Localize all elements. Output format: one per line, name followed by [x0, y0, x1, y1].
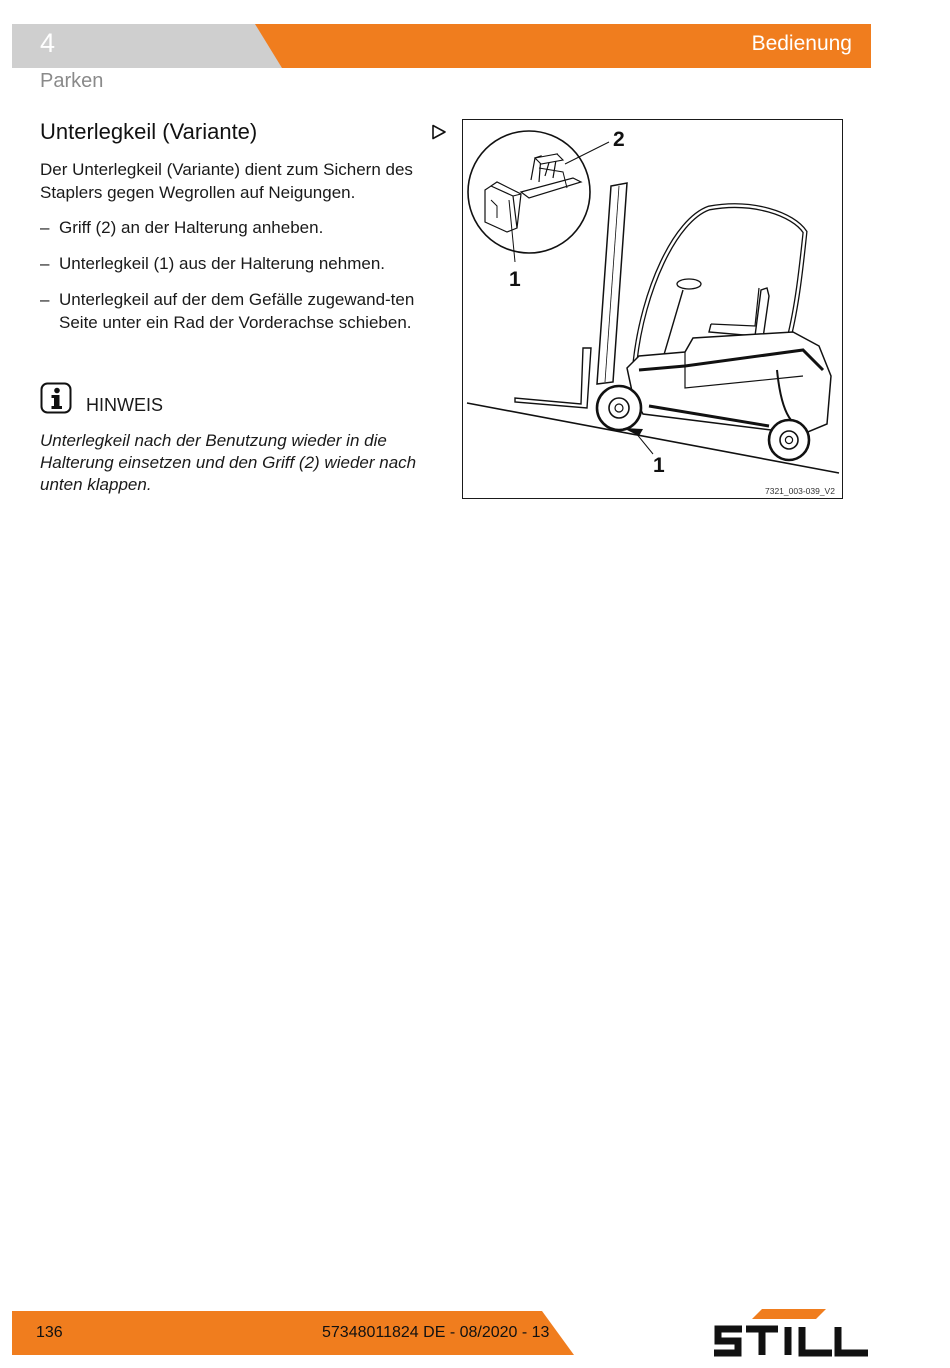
figure-code: 7321_003-039_V2: [765, 486, 835, 496]
chapter-title: Bedienung: [751, 32, 852, 55]
page-number: 136: [36, 1324, 63, 1341]
note-text: Unterlegkeil nach der Benutzung wieder in die Halterung einsetzen und den Griff (2) wieder nach unten klappen.: [40, 431, 417, 494]
intro-paragraph: Der Unterlegkeil (Variante) dient zum Sichern des Staplers gegen Wegrollen auf Neigungen.: [40, 160, 413, 202]
list-dash: –: [40, 254, 50, 273]
step-text: Griff (2) an der Halterung anheben.: [59, 218, 324, 237]
list-item: [40, 288, 435, 334]
page-heading: Unterlegkeil (Variante): [40, 119, 258, 144]
callout-wedge-wheel: 1: [653, 454, 665, 477]
document-reference: 57348011824 DE - 08/2020 - 13: [322, 1324, 550, 1341]
triangle-right-icon: [431, 124, 447, 140]
step-text: Unterlegkeil auf der dem Gefälle zugewand-ten Seite unter ein Rad der Vorderachse schieben.: [59, 290, 415, 332]
section-label: Parken: [40, 70, 104, 92]
callout-handle: 2: [613, 128, 625, 151]
illustration-frame: [462, 119, 843, 499]
step-list: [40, 216, 435, 347]
list-dash: –: [40, 290, 50, 309]
step-text: Unterlegkeil (1) aus der Halterung nehmen.: [59, 254, 386, 273]
info-icon: [40, 382, 72, 414]
callout-wedge-detail: 1: [509, 268, 521, 291]
still-logo: [712, 1307, 870, 1357]
list-item: [40, 216, 435, 239]
note-label: HINWEIS: [86, 395, 164, 415]
chapter-number: 4: [40, 28, 56, 58]
list-item: [40, 252, 435, 275]
forklift-illustration: [463, 120, 844, 500]
list-dash: –: [40, 218, 50, 237]
